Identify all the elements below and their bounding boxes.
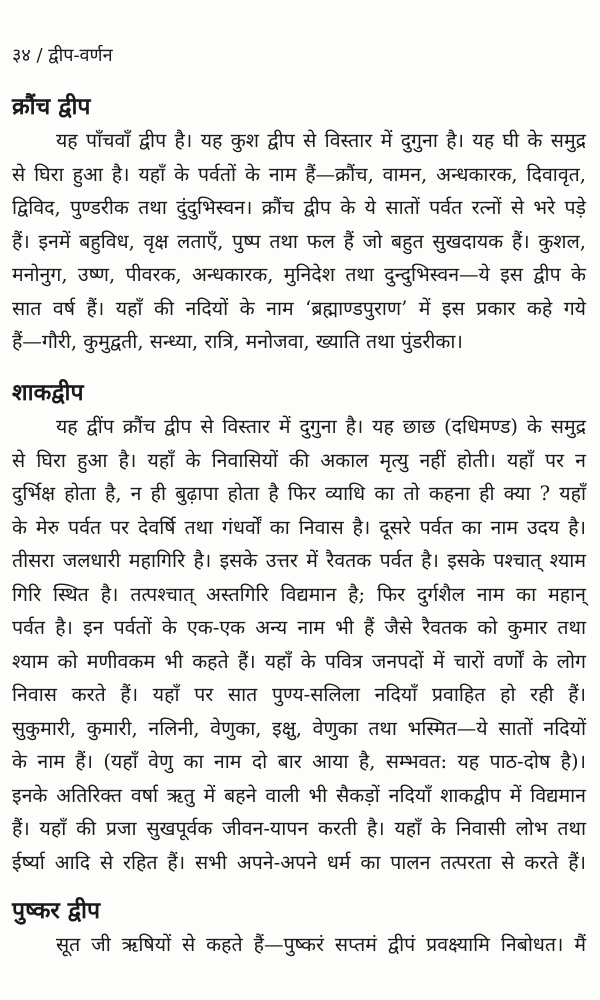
paragraph-line: यह पाँचवाँ द्वीप है। यह कुश द्वीप से विस्तार में दुगुना है। यह घी के समुद्र	[56, 129, 586, 152]
paragraph-line: ईर्ष्या आदि से रहित हैं। सभी अपने-अपने धर्म का पालन तत्परता से करते हैं।	[12, 850, 586, 874]
paragraph-line: द्विविद, पुण्डरीक तथा दुंदुभिस्वन। क्रौंच द्वीप के ये सातों पर्वत रत्नों से भरे पड़े	[12, 196, 586, 219]
paragraph-line: सूत जी ऋषियों से कहते हैं—पुष्करं सप्तमं द्वीपं प्रवक्ष्यामि निबोधत। मैं	[56, 933, 586, 956]
paragraph-line: से घिरा हुआ है। यहाँ के निवासियों की अकाल मृत्यु नहीं होती। यहाँ पर न	[12, 448, 586, 472]
paragraph-line: दुर्भिक्ष होता है, न ही बुढ़ापा होता है फिर व्याधि का तो कहना ही क्या ? यहाँ	[12, 482, 586, 505]
section-pushkar-dvip	[12, 896, 586, 962]
paragraph-line: तीसरा जलधारी महागिरि है। इसके उत्तर में रैवतक पर्वत है। इसके पश्चात् श्याम	[12, 549, 586, 572]
running-head: ३४ / द्वीप-वर्णन	[12, 45, 113, 66]
paragraph-line: श्याम को मणीवकम भी कहते हैं। यहाँ के पवित्र जनपदों में चारों वर्णों के लोग	[12, 649, 586, 673]
paragraph-line: हैं—गौरी, कुमुद्वती, सन्ध्या, रात्रि, मनोजवा, ख्याति तथा पुंडरीका।	[12, 330, 463, 353]
section-heading: शाकद्वीप	[12, 379, 84, 406]
paragraph-line: यह द्वींप क्रौंच द्वीप से विस्तार में दुगुना है। यह छाछ (दधिमण्ड) के समुद्र	[56, 415, 586, 438]
paragraph-line: हैं। यहाँ की प्रजा सुखपूर्वक जीवन-यापन करती है। यहाँ के निवासी लोभ तथा	[12, 817, 586, 840]
section-heading: क्रौंच द्वीप	[12, 93, 91, 120]
paragraph-line: मनोनुग, उष्ण, पीवरक, अन्धकारक, मुनिदेश तथा दुन्दुभिस्वन—ये इस द्वीप के	[12, 263, 586, 286]
paragraph-line: गिरि स्थित है। तत्पश्चात् अस्तगिरि विद्यमान है; फिर दुर्गशैल नाम का महान्	[12, 582, 586, 606]
paragraph-line: सुकुमारी, कुमारी, नलिनी, वेणुका, इक्षु, वेणुका तथा भस्मित—ये सातों नदियों	[12, 716, 586, 740]
paragraph-line: हैं। इनमें बहुविध, वृक्ष लताएँ, पुष्प तथा फल हैं जो बहुत सुखदायक हैं। कुशल,	[12, 229, 586, 253]
paragraph-line: पर्वत है। इन पर्वतों के एक-एक अन्य नाम भी हैं जैसे रैवतक को कुमार तथा	[12, 616, 586, 639]
paragraph-line: इनके अतिरिक्त वर्षा ऋतु में बहने वाली भी सैकड़ों नदियाँ शाकद्वीप में विद्यमान	[12, 783, 586, 807]
section-shak-dvip	[12, 378, 586, 879]
paragraph-line: के मेरु पर्वत पर देवर्षि तथा गंधर्वों का निवास है। दूसरे पर्वत का नाम उदय है।	[12, 515, 586, 539]
paragraph-line: सात वर्ष हैं। यहाँ की नदियों के नाम ‘ब्रह्माण्डपुराण’ में इस प्रकार कहे गये	[12, 296, 586, 320]
section-kraunch-dvip	[12, 92, 586, 359]
paragraph-line: के नाम हैं। (यहाँ वेणु का नाम दो बार आया है, सम्भवत: यह पाठ-दोष है)।	[12, 750, 586, 773]
section-heading: पुष्कर द्वीप	[12, 897, 101, 924]
paragraph-line: निवास करते हैं। यहाँ पर सात पुण्य-सलिला नदियाँ प्रवाहित हो रही हैं।	[12, 683, 586, 706]
paragraph-line: से घिरा हुआ है। यहाँ के पर्वतों के नाम हैं—क्रौंच, वामन, अन्धकारक, दिवावृत,	[12, 162, 586, 186]
